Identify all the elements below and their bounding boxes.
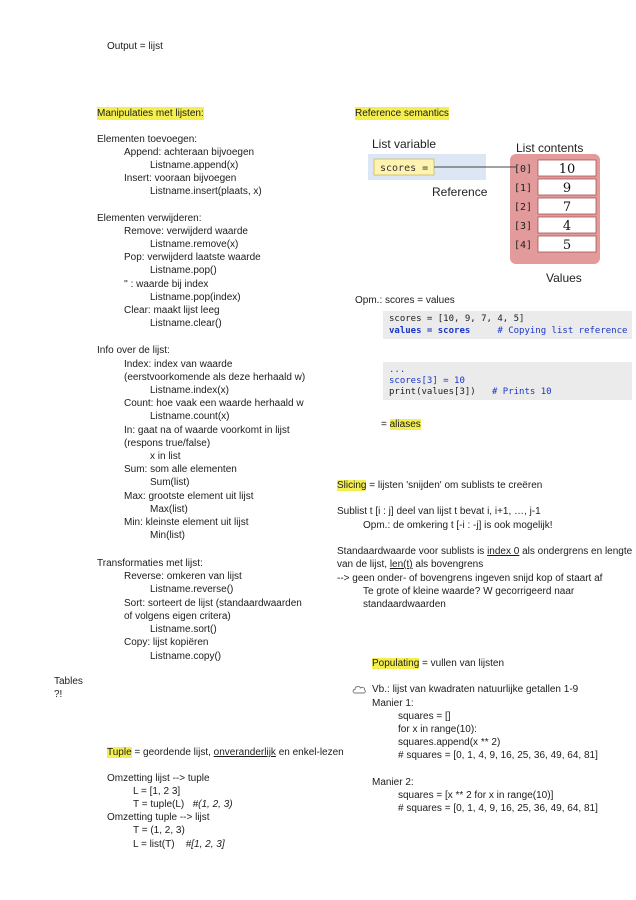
- populating-def: = vullen van lijsten: [419, 658, 505, 669]
- to-tuple-t-comment: #(1, 2, 3): [192, 799, 233, 810]
- aliases-line: [381, 418, 421, 431]
- min-desc: Min: kleinste element uit lijst: [124, 517, 249, 528]
- pop-code: Listname.pop(): [150, 265, 217, 276]
- slicing-line-3-u: index 0: [487, 546, 520, 557]
- copy-code: Listname.copy(): [150, 651, 222, 662]
- remove-desc: Remove: verwijderd waarde: [124, 226, 248, 237]
- index-desc-1: Index: index van waarde: [124, 359, 233, 370]
- in-code: x in list: [150, 451, 181, 462]
- value-text: 7: [562, 200, 572, 215]
- in-desc-2: (respons true/false): [124, 438, 211, 449]
- sort-code: Listname.sort(): [150, 624, 217, 635]
- manier-1-line-2: for x in range(10):: [398, 724, 477, 735]
- manier-1-label: Manier 1:: [372, 698, 414, 709]
- to-tuple-title: Omzetting lijst --> tuple: [107, 773, 210, 784]
- to-list-title: Omzetting tuple --> lijst: [107, 812, 210, 823]
- to-tuple-t: [133, 798, 233, 811]
- sum-desc: Sum: som alle elementen: [124, 464, 237, 475]
- tuple-term: Tuple: [107, 747, 132, 758]
- reference-label: Reference: [432, 185, 488, 199]
- value-text: 4: [562, 219, 572, 234]
- tuple-def-post: en enkel-lezen: [275, 747, 344, 758]
- code-block-1: [383, 311, 632, 339]
- slicing-line-3-pre: Standaardwaarde voor sublists is: [337, 546, 488, 557]
- to-tuple-t-code: T = tuple(L): [133, 799, 185, 810]
- code2-line2: scores[3] = 10: [389, 376, 465, 386]
- append-desc: Append: achteraan bijvoegen: [124, 147, 255, 158]
- code2-line1: ...: [389, 365, 406, 375]
- to-list-l-comment: #[1, 2, 3]: [185, 839, 225, 850]
- clear-code: Listname.clear(): [150, 318, 222, 329]
- manier-2-line-1: squares = [x ** 2 for x in range(10)]: [398, 790, 554, 801]
- slicing-definition: [337, 479, 542, 492]
- remove-title: Elementen verwijderen:: [97, 213, 202, 224]
- aliases-pre: =: [381, 419, 390, 430]
- list-variable-label: List variable: [372, 137, 437, 151]
- pop-index-desc: '' : waarde bij index: [124, 279, 209, 290]
- pop-index-code: Listname.pop(index): [150, 292, 241, 303]
- slicing-line-4-pre: van de lijst,: [337, 559, 390, 570]
- reference-diagram: [366, 132, 606, 292]
- slicing-line-6: Te grote of kleine waarde? W gecorrigeerd naar: [363, 586, 575, 597]
- slicing-line-5: --> geen onder- of bovengrens ingeven snijd kop of staart af: [337, 573, 603, 584]
- slicing-term: Slicing: [337, 480, 367, 491]
- index-label: [0]: [514, 164, 533, 175]
- count-desc: Count: hoe vaak een waarde herhaald w: [124, 398, 304, 409]
- add-title: Elementen toevoegen:: [97, 134, 198, 145]
- clear-desc: Clear: maakt lijst leeg: [124, 305, 220, 316]
- manier-2-label: Manier 2:: [372, 777, 414, 788]
- tables-question: ?!: [54, 689, 63, 700]
- insert-code: Listname.insert(plaats, x): [150, 186, 262, 197]
- tuple-def-underlined: onveranderlijk: [213, 747, 276, 758]
- populating-term: Populating: [372, 658, 420, 669]
- to-list-l: [133, 838, 225, 851]
- reference-heading: Reference semantics: [355, 108, 449, 119]
- sort-desc-1: Sort: sorteert de lijst (standaardwaarden: [124, 598, 302, 609]
- manier-2-line-2: # squares = [0, 1, 4, 9, 16, 25, 36, 49, 64, 81]: [398, 803, 598, 814]
- code2-line3: [389, 386, 552, 398]
- code1-line2-comment: # Copying list reference: [497, 326, 628, 336]
- manier-1-line-1: squares = []: [398, 711, 451, 722]
- code2-line3-comment: # Prints 10: [491, 387, 552, 397]
- max-desc: Max: grootste element uit lijst: [124, 491, 254, 502]
- index-label: [4]: [514, 240, 533, 251]
- slicing-line-7: standaardwaarden: [363, 599, 446, 610]
- slicing-line-4-u: len(t): [389, 559, 413, 570]
- min-code: Min(list): [150, 530, 185, 541]
- slicing-line-4: [337, 558, 483, 571]
- index-label: [2]: [514, 202, 533, 213]
- code-block-2: [383, 362, 632, 400]
- slicing-def: = lijsten 'snijden' om sublists te creëren: [366, 480, 543, 491]
- output-line: Output = lijst: [107, 41, 163, 52]
- index-code: Listname.index(x): [150, 385, 229, 396]
- value-text: 9: [562, 181, 572, 196]
- slicing-line-4-post: als bovengrens: [412, 559, 484, 570]
- manier-1-line-4: # squares = [0, 1, 4, 9, 16, 25, 36, 49, 64, 81]: [398, 750, 598, 761]
- code1-line1: scores = [10, 9, 7, 4, 5]: [389, 314, 525, 324]
- copy-desc: Copy: lijst kopiëren: [124, 637, 209, 648]
- code1-line2: [389, 325, 627, 337]
- value-text: 10: [558, 162, 576, 177]
- info-title: Info over de lijst:: [97, 345, 170, 356]
- max-code: Max(list): [150, 504, 188, 515]
- sort-desc-2: of volgens eigen critera): [124, 611, 231, 622]
- slicing-line-2: Opm.: de omkering t [-i : -j] is ook mogelijk!: [363, 520, 553, 531]
- cloud-icon: [352, 684, 366, 694]
- values-label: Values: [546, 271, 582, 285]
- var-name: scores =: [380, 163, 429, 174]
- manier-1-line-3: squares.append(x ** 2): [398, 737, 501, 748]
- tuple-def-pre: = geordende lijst,: [131, 747, 214, 758]
- to-tuple-l: L = [1, 2 3]: [133, 786, 181, 797]
- pop-desc: Pop: verwijderd laatste waarde: [124, 252, 261, 263]
- append-code: Listname.append(x): [150, 160, 239, 171]
- remove-code: Listname.remove(x): [150, 239, 239, 250]
- insert-desc: Insert: vooraan bijvoegen: [124, 173, 237, 184]
- slicing-line-3: [337, 545, 632, 558]
- list-contents-label: List contents: [516, 141, 584, 155]
- index-label: [1]: [514, 183, 533, 194]
- index-label: [3]: [514, 221, 533, 232]
- to-list-l-code: L = list(T): [133, 839, 175, 850]
- opm-aliasing: Opm.: scores = values: [355, 295, 455, 306]
- populating-example: Vb.: lijst van kwadraten natuurlijke getallen 1-9: [372, 684, 579, 695]
- reverse-code: Listname.reverse(): [150, 584, 234, 595]
- populating-definition: [372, 657, 504, 670]
- tuple-definition: [107, 746, 344, 759]
- aliases-term: aliases: [389, 419, 421, 430]
- transform-title: Transformaties met lijst:: [97, 558, 203, 569]
- manipulaties-heading: Manipulaties met lijsten:: [97, 108, 204, 119]
- in-desc-1: In: gaat na of waarde voorkomt in lijst: [124, 425, 290, 436]
- to-list-t: T = (1, 2, 3): [133, 825, 185, 836]
- sum-code: Sum(list): [150, 477, 190, 488]
- value-text: 5: [562, 238, 572, 253]
- slicing-line-3-post: als ondergrens en lengte: [519, 546, 633, 557]
- slicing-line-1: Sublist t [i : j] deel van lijst t bevat i, i+1, …, j-1: [337, 506, 541, 517]
- code1-line2-code: values = scores: [389, 326, 471, 336]
- reverse-desc: Reverse: omkeren van lijst: [124, 571, 242, 582]
- code2-line3-code: print(values[3]): [389, 387, 476, 397]
- index-desc-2: (eerstvoorkomende als deze herhaald w): [124, 372, 306, 383]
- count-code: Listname.count(x): [150, 411, 230, 422]
- tables-label: Tables: [54, 676, 83, 687]
